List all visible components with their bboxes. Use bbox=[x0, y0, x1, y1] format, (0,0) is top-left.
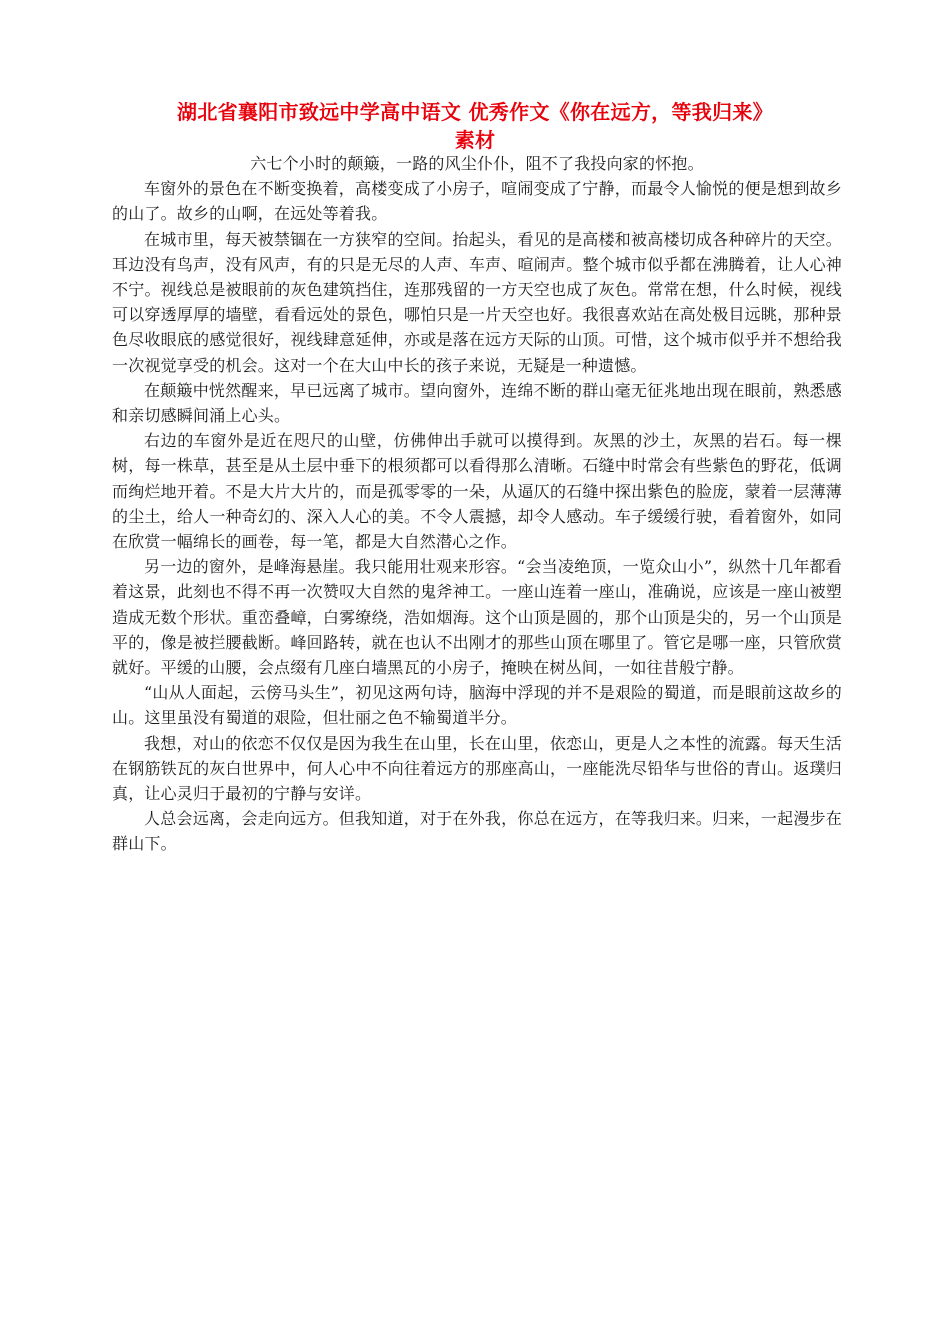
paragraph-9: 人总会远离，会走向远方。但我知道，对于在外我，你总在远方，在等我归来。归来，一起漫步在群山下。 bbox=[112, 809, 842, 854]
title-line-2: 素材 bbox=[454, 128, 496, 152]
paragraph-6: 另一边的窗外，是峰海悬崖。我只能用壮观来形容。“会当凌绝顶，一览众山小”，纵然十几年都看着这景，此刻也不得不再一次赞叹大自然的鬼斧神工。一座山连着一座山，准确说，应该是一座山被塑造成无数个形状。重峦叠嶂，白雾缭绕，浩如烟海。这个山顶是圆的，那个山顶是尖的，另一个山顶是平的，像是被拦腰截断。峰回路转，就在也认不出刚才的那些山顶在哪里了。管它是哪一座，只管欣赏就好。平缓的山腰，会点缀有几座白墙黑瓦的小房子，掩映在树丛间，一如往昔般宁静。 bbox=[112, 557, 842, 678]
paragraph-8: 我想，对山的依恋不仅仅是因为我生在山里，长在山里，依恋山，更是人之本性的流露。每天生活在钢筋铁瓦的灰白世界中，何人心中不向往着远方的那座高山，一座能洗尽铅华与世俗的青山。返璞归真，让心灵归于最初的宁静与安详。 bbox=[112, 733, 842, 804]
paragraph-4: 在颠簸中恍然醒来，早已远离了城市。望向窗外，连绵不断的群山毫无征兆地出现在眼前，熟悉感和亲切感瞬间涌上心头。 bbox=[112, 380, 842, 426]
paragraph-2: 车窗外的景色在不断变换着，高楼变成了小房子，喧闹变成了宁静，而最令人愉悦的便是想到故乡的山了。故乡的山啊，在远处等着我。 bbox=[112, 179, 842, 224]
paragraph-7: “山从人面起，云傍马头生”，初见这两句诗，脑海中浮现的并不是艰险的蜀道，而是眼前这故乡的山。这里虽没有蜀道的艰险，但壮丽之色不输蜀道半分。 bbox=[112, 683, 842, 728]
document-title bbox=[112, 98, 838, 154]
article-body bbox=[112, 151, 842, 857]
paragraph-5: 右边的车窗外是近在咫尺的山壁，仿佛伸出手就可以摸得到。灰黑的沙土，灰黑的岩石。每一棵树，每一株草，甚至是从土层中垂下的根须都可以看得那么清晰。石缝中时常会有些紫色的野花，低调而绚烂地开着。不是大片大片的，而是孤零零的一朵，从逼仄的石缝中探出紫色的脸庞，蒙着一层薄薄的尘土，给人一种奇幻的、深入人心的美。不令人震撼，却令人感动。车子缓缓行驶，看着窗外，如同在欣赏一幅绵长的画卷，每一笔，都是大自然潜心之作。 bbox=[112, 431, 842, 552]
title-line-1: 湖北省襄阳市致远中学高中语文 优秀作文《你在远方，等我归来》 bbox=[177, 100, 773, 124]
paragraph-3: 在城市里，每天被禁锢在一方狭窄的空间。抬起头，看见的是高楼和被高楼切成各种碎片的天空。耳边没有鸟声，没有风声，有的只是无尽的人声、车声、喧闹声。整个城市似乎都在沸腾着，让人心神不宁。视线总是被眼前的灰色建筑挡住，连那残留的一方天空也成了灰色。常常在想，什么时候，视线可以穿透厚厚的墙壁，看看远处的景色，哪怕只是一片天空也好。我很喜欢站在高处极目远眺，那种景色尽收眼底的感觉很好，视线肆意延伸，亦或是落在远方天际的山顶。可惜，这个城市似乎并不想给我一次视觉享受的机会。这对一个在大山中长的孩子来说，无疑是一种遗憾。 bbox=[112, 229, 842, 375]
paragraph-1: 六七个小时的颠簸，一路的风尘仆仆，阻不了我投向家的怀抱。 bbox=[250, 154, 704, 173]
